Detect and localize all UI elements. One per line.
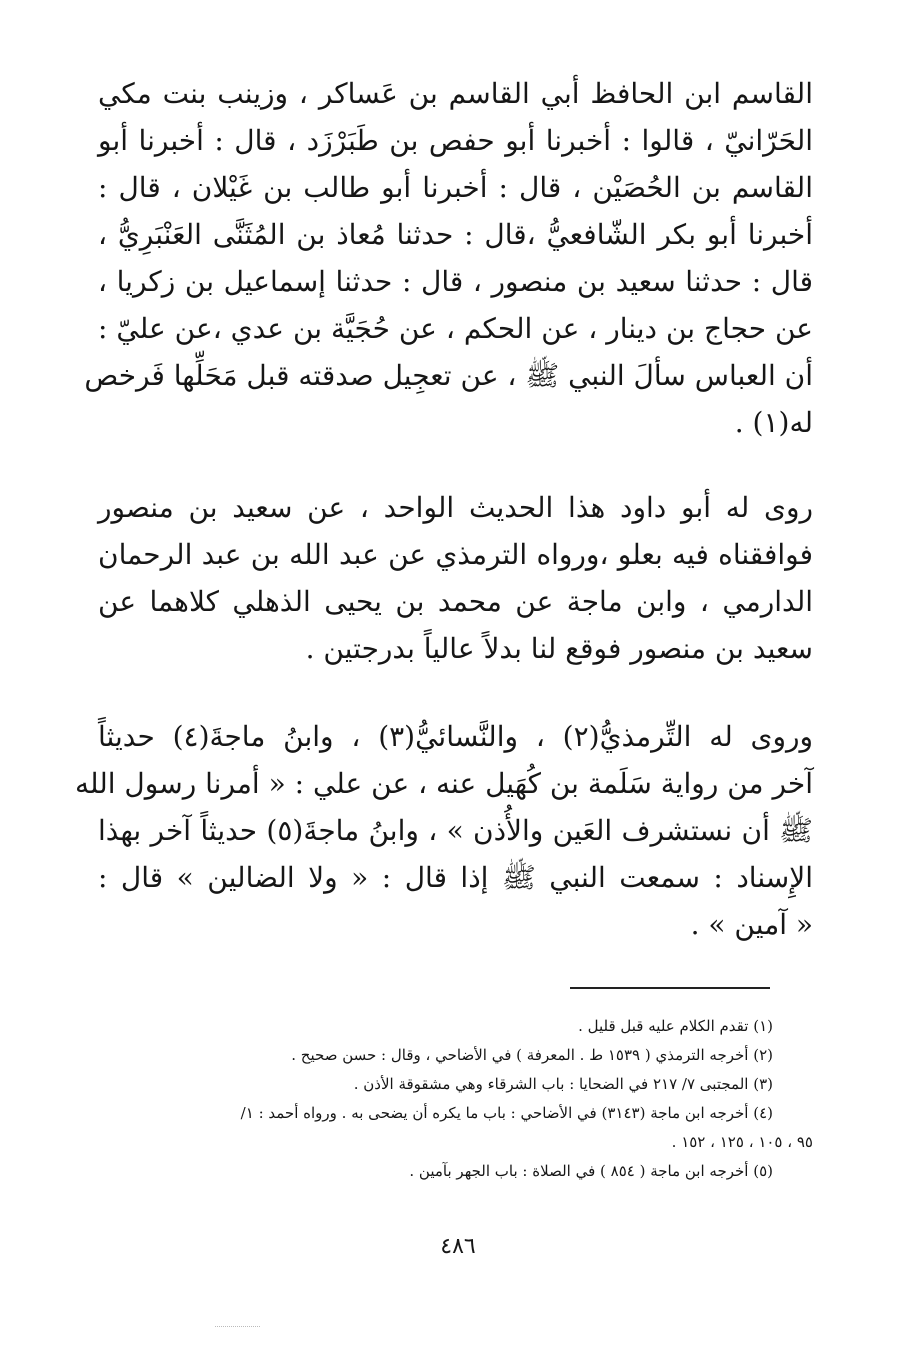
text-line: سعيد بن منصور فوقع لنا بدلاً عالياً بدرجتين .: [305, 632, 813, 665]
text-line: الحَرّانيّ ، قالوا : أخبرنا أبو حفص بن طَبَرْزَد ، قال : أخبرنا أبو: [98, 124, 813, 157]
text-line: القاسم بن الحُصَيْن ، قال : أخبرنا أبو طالب بن غَيْلان ، قال :: [98, 171, 813, 204]
text-line: القاسم ابن الحافظ أبي القاسم بن عَساكر ، وزينب بنت مكي: [98, 77, 813, 110]
text-line: قال : حدثنا سعيد بن منصور ، قال : حدثنا إسماعيل بن زكريا ،: [98, 265, 813, 298]
footnote-5: (٥) أخرجه ابن ماجة ( ٨٥٤ ) في الصلاة : باب الجهر بآمين .: [409, 1162, 773, 1180]
footnote-2: (٢) أخرجه الترمذي ( ١٥٣٩ ط . المعرفة ) في الأضاحي ، وقال : حسن صحيح .: [291, 1046, 773, 1064]
footnote-4: (٤) أخرجه ابن ماجة (٣١٤٣) في الأضاحي : باب ما يكره أن يضحى به . ورواه أحمد : ١/: [240, 1104, 773, 1122]
text-line: آخر من رواية سَلَمة بن كُهَيل عنه ، عن علي : « أمرنا رسول الله: [74, 767, 813, 800]
footnote-4-continued: ٩٥ ، ١٠٥ ، ١٢٥ ، ١٥٢ .: [671, 1133, 813, 1151]
footnote-3: (٣) المجتبى ٧/ ٢١٧ في الضحايا : باب الشرقاء وهي مشقوقة الأذن .: [353, 1075, 773, 1093]
text-line: روى له أبو داود هذا الحديث الواحد ، عن سعيد بن منصور: [98, 491, 813, 524]
paragraph-tirmidhi: [74, 713, 814, 948]
text-line: فوافقناه فيه بعلو ،ورواه الترمذي عن عبد الله بن عبد الرحمان: [98, 538, 813, 571]
text-line: « آمين » .: [690, 908, 813, 941]
paragraph-isnad: [84, 70, 813, 446]
paragraph-abu-dawud: [98, 484, 813, 672]
text-line: أن العباس سألَ النبي ﷺ ، عن تعجِيل صدقته قبل مَحَلِّها فَرخص: [84, 359, 813, 392]
page-number: ٤٨٦: [440, 1234, 476, 1259]
text-line: الدارمي ، وابن ماجة عن محمد بن يحيى الذهلي كلاهما عن: [98, 585, 813, 618]
text-line: ﷺ أن نستشرف العَين والأُذن » ، وابنُ ماجةَ(٥) حديثاً آخر بهذا: [98, 814, 813, 847]
text-line: له(١) .: [734, 406, 813, 439]
footnotes: [98, 1012, 813, 1186]
footnote-separator: [570, 987, 770, 989]
footnote-1: (١) تقدم الكلام عليه قبل قليل .: [578, 1017, 773, 1035]
text-line: أخبرنا أبو بكر الشّافعيُّ ،قال : حدثنا مُعاذ بن المُثَنَّى العَنْبَرِيُّ ،: [98, 218, 813, 251]
scan-mark: [215, 1326, 260, 1327]
text-line: عن حجاج بن دينار ، عن الحكم ، عن حُجَيَّة بن عدي ،عن عليّ :: [98, 312, 813, 345]
text-line: وروى له التِّرمذيُّ(٢) ، والنَّسائيُّ(٣) ، وابنُ ماجةَ(٤) حديثاً: [98, 720, 814, 753]
text-line: الإِسناد : سمعت النبي ﷺ إذا قال : « ولا الضالين » قال :: [98, 861, 813, 894]
